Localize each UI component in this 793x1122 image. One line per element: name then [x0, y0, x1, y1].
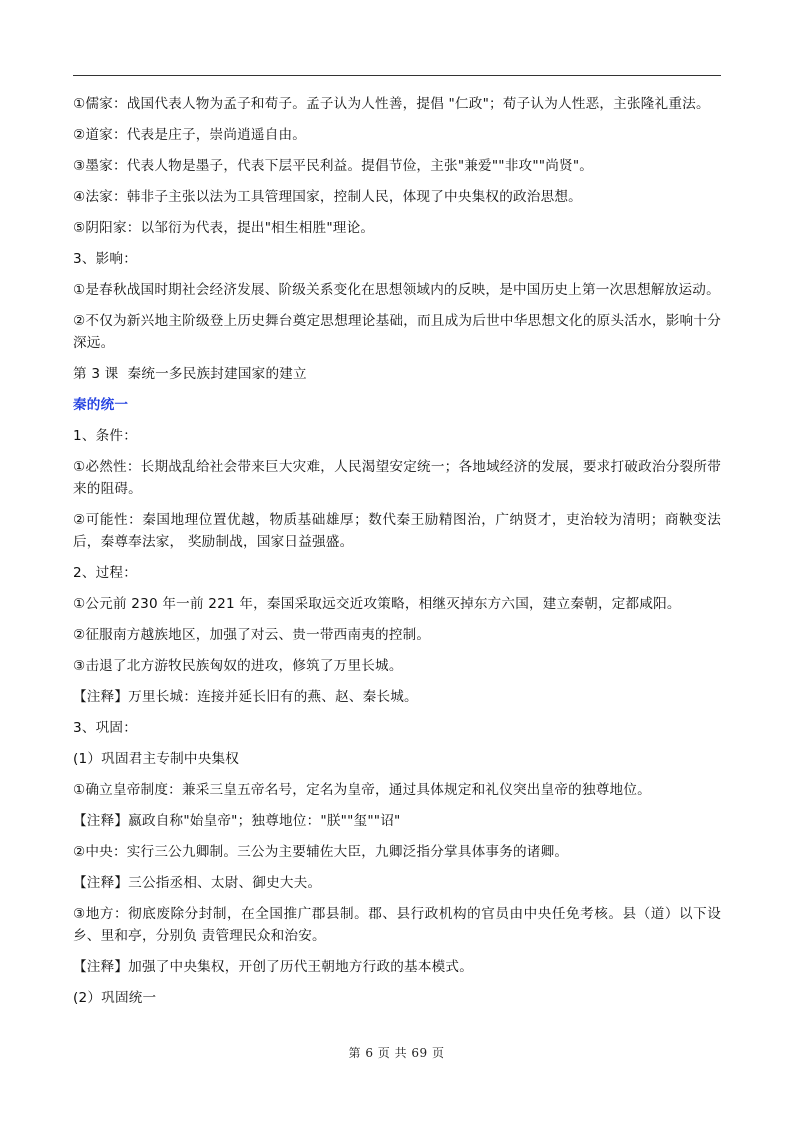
consolidation-heading: 3、巩固： — [73, 720, 138, 736]
yinyang-school: ⑤阴阳家：以邹衍为代表，提出"相生相胜"理论。 — [73, 220, 375, 236]
process-point-3: ③击退了北方游牧民族匈奴的进攻，修筑了万里长城。 — [73, 658, 403, 674]
lesson-title: 第 3 课 秦统一多民族封建国家的建立 — [73, 366, 307, 382]
page-footer: 第 6 页 共 69 页 — [348, 1046, 445, 1060]
process-point-2: ②征服南方越族地区，加强了对云、贵一带西南夷的控制。 — [73, 627, 431, 643]
influence-point-2: ②不仅为新兴地主阶级登上历史舞台奠定思想理论基础，而且成为后世中华思想文化的原头活水，影响十分深远。 — [73, 313, 721, 351]
note-three-dukes: 【注释】三公指丞相、太尉、御史大夫。 — [73, 875, 322, 891]
process-point-1: ①公元前 230 年一前 221 年，秦国采取远交近攻策略，相继灭掉东方六国，建立秦朝，定都咸阳。 — [73, 596, 681, 612]
confucian-school: ①儒家：战国代表人物为孟子和荀子。孟子认为人性善，提倡 "仁政"；荀子认为人性恶，主张隆礼重法。 — [73, 96, 710, 112]
local-government: ③地方：彻底废除分封制，在全国推广郡县制。郡、县行政机构的官员由中央任免考核。县（道）以下设乡、里和亭，分别负 责管理民众和治安。 — [73, 906, 721, 944]
taoist-school: ②道家：代表是庄子，崇尚逍遥自由。 — [73, 127, 307, 143]
section-heading: 秦的统一 — [73, 397, 129, 413]
header-rule — [73, 75, 721, 76]
condition-necessity: ①必然性：长期战乱给社会带来巨大灾难，人民渴望安定统一；各地域经济的发展，要求打破政治分裂所带来的阻碍。 — [73, 459, 721, 497]
legalist-school: ④法家：韩非子主张以法为工具管理国家，控制人民，体现了中央集权的政治思想。 — [73, 189, 582, 205]
note-centralization: 【注释】加强了中央集权，开创了历代王朝地方行政的基本模式。 — [73, 959, 474, 975]
process-heading: 2、过程： — [73, 565, 138, 581]
emperor-system: ①确立皇帝制度：兼采三皇五帝名号，定名为皇帝，通过具体规定和礼仪突出皇帝的独尊地位。 — [73, 782, 651, 798]
central-government: ②中央：实行三公九卿制。三公为主要辅佐大臣，九卿泛指分掌具体事务的诸卿。 — [73, 844, 569, 860]
note-first-emperor: 【注释】嬴政自称"始皇帝"；独尊地位："朕""玺""诏" — [73, 813, 401, 829]
influence-point-1: ①是春秋战国时期社会经济发展、阶级关系变化在思想领域内的反映，是中国历史上第一次思想解放运动。 — [73, 282, 720, 298]
note-great-wall: 【注释】万里长城：连接并延长旧有的燕、赵、秦长城。 — [73, 689, 418, 705]
mohist-school: ③墨家：代表人物是墨子，代表下层平民利益。提倡节俭，主张"兼爱""非攻""尚贤"。 — [73, 158, 594, 174]
influence-heading: 3、影响： — [73, 251, 138, 267]
conditions-heading: 1、条件： — [73, 428, 138, 444]
document-body — [73, 93, 721, 1018]
consolidation-sub-2: (2）巩固统一 — [73, 990, 157, 1006]
consolidation-sub-1: (1）巩固君主专制中央集权 — [73, 751, 240, 767]
condition-possibility: ②可能性：秦国地理位置优越，物质基础雄厚；数代秦王励精图治，广纳贤才，吏治较为清明；商鞅变法后，秦尊奉法家， 奖励制战，国家日益强盛。 — [73, 512, 721, 550]
